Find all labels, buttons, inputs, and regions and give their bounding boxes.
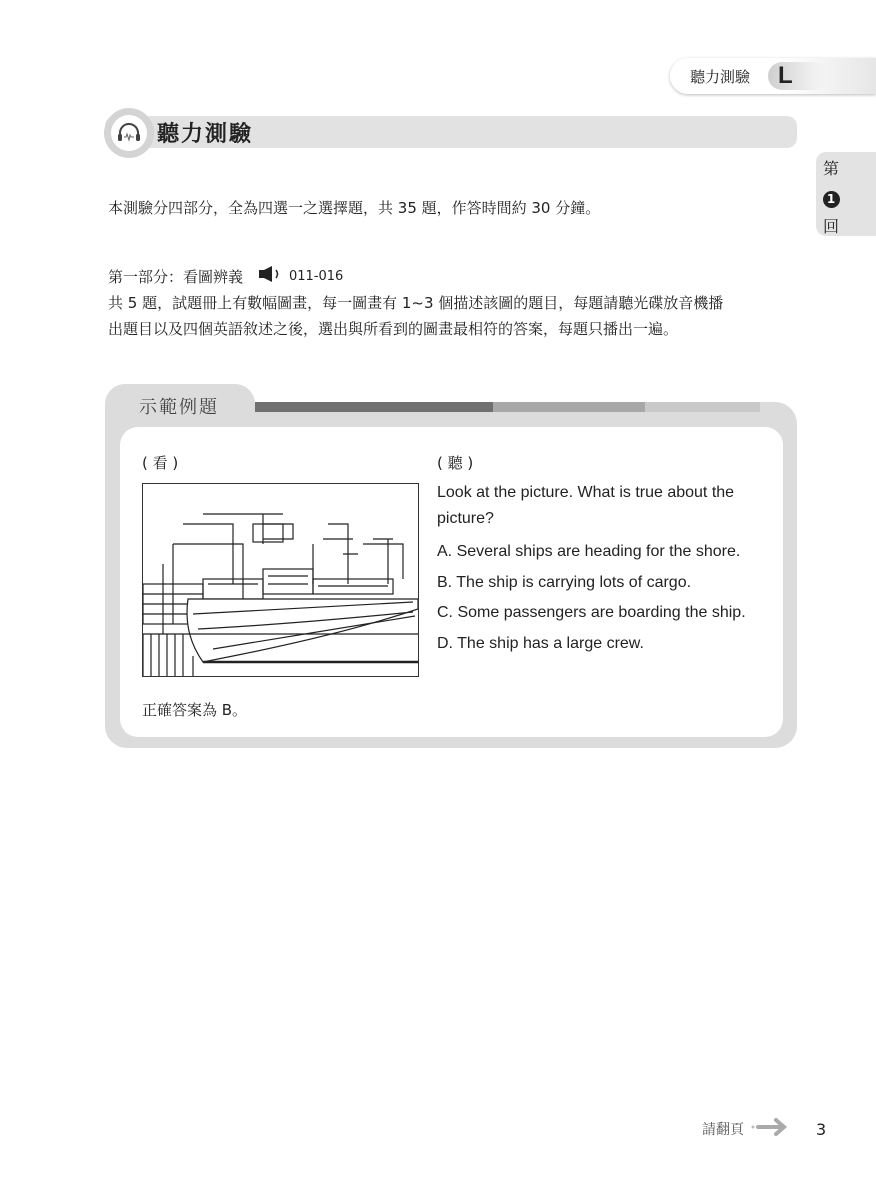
headphones-icon	[104, 108, 154, 158]
question-line-1: Look at the picture. What is true about the	[437, 484, 735, 501]
page-title-bar	[105, 116, 797, 148]
part1-line-1: 共 5 題，試題冊上有數幅圖畫，每一圖畫有 1~3 個描述該圖的題目，每題請聽光碟放音機播	[108, 294, 724, 312]
arrow-right-icon	[750, 1117, 790, 1141]
question	[437, 480, 734, 532]
stripe-dark	[255, 402, 493, 412]
section-letter: L	[768, 62, 828, 90]
option-c	[437, 598, 746, 629]
option-text: Several ships are heading for the shore.	[456, 543, 741, 560]
option-b	[437, 568, 746, 599]
question-line-2: picture?	[437, 510, 494, 527]
intro-text: 本測驗分四部分，全為四選一之選擇題，共 35 題，作答時間約 30 分鐘。	[108, 199, 601, 217]
option-text: Some passengers are boarding the ship.	[457, 604, 746, 621]
turn-page-label: 請翻頁	[702, 1122, 744, 1138]
listen-label: ( 聽 )	[437, 454, 474, 472]
stripe-mid	[493, 402, 645, 412]
cargo-ship-illustration	[142, 483, 419, 677]
answer-text: 正確答案為 B。	[142, 701, 248, 719]
stripe-light	[645, 402, 760, 412]
example-tab	[105, 384, 255, 424]
option-text: The ship has a large crew.	[457, 634, 644, 652]
option-text: The ship is carrying lots of cargo.	[456, 573, 692, 591]
option-letter: A.	[437, 543, 453, 560]
page-title: 聽力測驗	[157, 122, 254, 147]
options-list	[437, 537, 746, 659]
page-number: 3	[816, 1119, 827, 1139]
part1-heading: 第一部分：看圖辨義	[108, 268, 244, 286]
example-tab-label: 示範例題	[139, 397, 219, 418]
speaker-icon	[259, 264, 285, 290]
option-letter: C.	[437, 604, 453, 621]
option-letter: D.	[437, 634, 453, 652]
round-number: 1	[823, 191, 840, 208]
look-label: ( 看 )	[142, 454, 179, 472]
round-tab	[816, 152, 876, 236]
round-prefix: 第	[822, 159, 839, 178]
option-a	[437, 537, 746, 568]
option-d	[437, 629, 746, 660]
section-header-tab	[670, 58, 876, 94]
track-number: 011-016	[289, 269, 344, 284]
section-label: 聽力測驗	[690, 68, 751, 86]
option-letter: B.	[437, 573, 453, 591]
round-suffix: 回	[822, 217, 839, 236]
part1-line-2: 出題目以及四個英語敘述之後，選出與所看到的圖畫最相符的答案，每題只播出一遍。	[108, 320, 679, 338]
